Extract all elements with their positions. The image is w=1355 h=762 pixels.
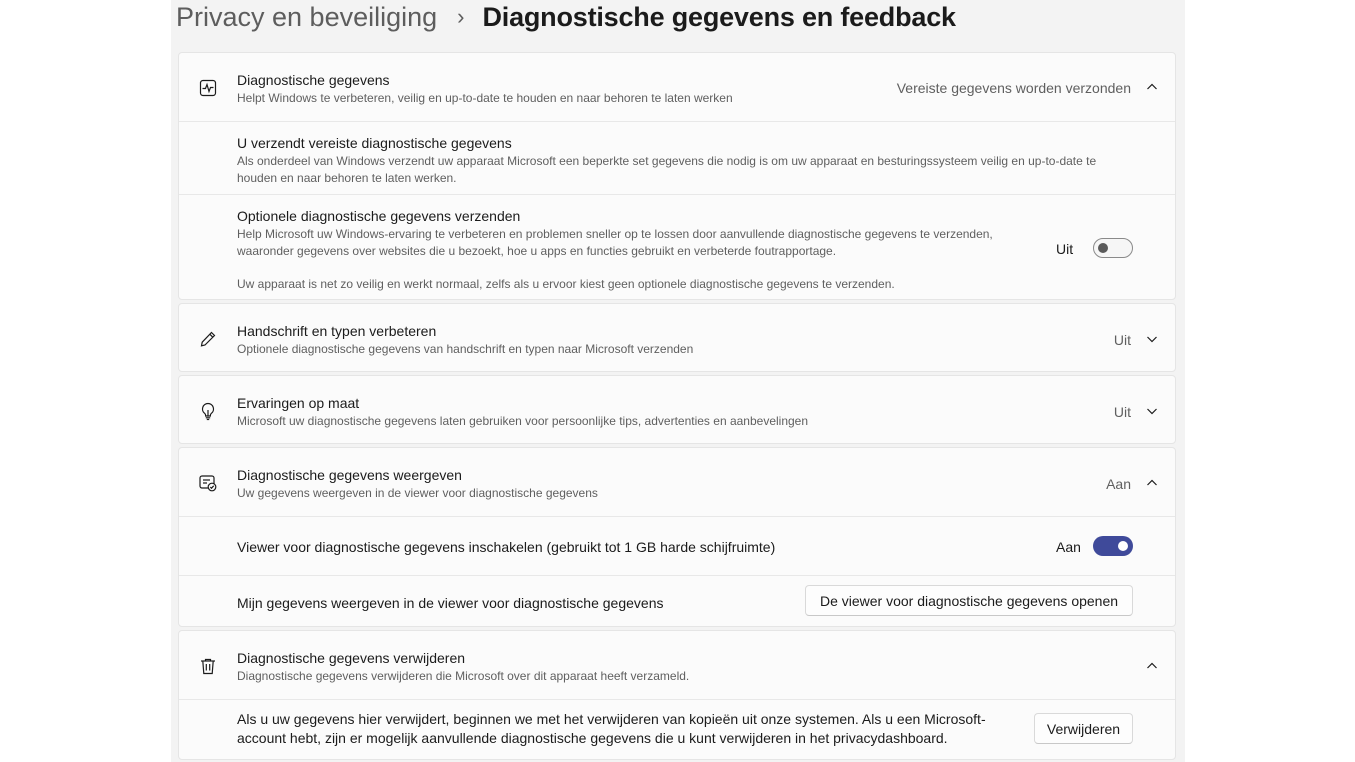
chevron-up-icon[interactable] [1145,476,1159,490]
handwriting-title: Handschrift en typen verbeteren [237,323,437,339]
handwriting-description: Optionele diagnostische gegevens van handschrift en typen naar Microsoft verzenden [237,342,694,356]
pen-icon [197,328,219,350]
enable-viewer-label: Viewer voor diagnostische gegevens inschakelen (gebruikt tot 1 GB harde schijfruimte) [237,539,776,555]
open-viewer-row [179,575,1175,627]
delete-data-description: Diagnostische gegevens verwijderen die Microsoft over dit apparaat heeft verzameld. [237,669,690,683]
optional-data-toggle-label: Uit [1056,241,1074,257]
view-data-title: Diagnostische gegevens weergeven [237,467,462,483]
toggle-knob [1098,243,1108,253]
page-title: Diagnostische gegevens en feedback [482,1,956,32]
breadcrumb-separator-icon: › [457,4,465,29]
tailored-status: Uit [1113,404,1131,420]
optional-data-row [179,194,1175,300]
diagnostic-data-status: Vereiste gegevens worden verzonden [896,80,1131,96]
chevron-down-icon[interactable] [1145,404,1159,418]
optional-data-description: Help Microsoft uw Windows-ervaring te verbeteren en problemen sneller op te lossen door aanvullende diagnostische gegevens te verzenden, waaronder gegevens over websites die u bezoekt, hoe u apps en functies gebruikt en verbeterde foutrapportage. [237,227,993,258]
diagnostic-data-header[interactable] [179,53,1175,121]
required-data-title: U verzendt vereiste diagnostische gegevens [237,135,512,151]
diagnostic-data-card [178,52,1176,300]
optional-data-note: Uw apparaat is net zo veilig en werkt normaal, zelfs als u ervoor kiest geen optionele diagnostische gegevens te verzenden. [237,277,895,291]
diagnostic-data-title: Diagnostische gegevens [237,72,390,88]
delete-data-header[interactable] [179,631,1175,699]
view-data-header[interactable] [179,448,1175,516]
chevron-up-icon[interactable] [1145,659,1159,673]
required-data-row [179,121,1175,194]
enable-viewer-row [179,516,1175,575]
chevron-up-icon[interactable] [1145,80,1159,94]
settings-pane [171,0,1185,762]
data-viewer-icon [197,472,219,494]
view-data-status: Aan [1106,476,1131,492]
activity-pulse-icon [197,77,219,99]
delete-data-body: Als u uw gegevens hier verwijdert, beginnen we met het verwijderen van kopieën uit onze systemen. Als u een Microsoft-account hebt, zijn er mogelijk aanvullende diagnostische gegevens die u kunt verwijderen in het privacydashboard. [237,711,986,746]
optional-data-toggle[interactable] [1093,238,1133,258]
breadcrumb-parent-link[interactable]: Privacy en beveiliging [176,1,438,32]
delete-data-card [178,630,1176,760]
optional-data-title: Optionele diagnostische gegevens verzenden [237,208,521,224]
delete-button[interactable]: Verwijderen [1034,713,1133,744]
tailored-description: Microsoft uw diagnostische gegevens laten gebruiken voor persoonlijke tips, advertenties en aanbevelingen [237,414,809,428]
handwriting-card[interactable] [178,303,1176,372]
toggle-knob [1118,541,1128,551]
open-viewer-label: Mijn gegevens weergeven in de viewer voor diagnostische gegevens [237,595,664,611]
delete-data-title: Diagnostische gegevens verwijderen [237,650,466,666]
view-data-card [178,447,1176,627]
tailored-experiences-card[interactable] [178,375,1176,444]
trash-icon [197,655,219,677]
lightbulb-icon [197,400,219,422]
handwriting-status: Uit [1113,332,1131,348]
tailored-title: Ervaringen op maat [237,395,360,411]
required-data-description: Als onderdeel van Windows verzendt uw apparaat Microsoft een beperkte set gegevens die nodig is om uw apparaat en besturingssysteem veilig en up-to-date te houden en naar behoren te laten werken. [237,154,1097,185]
open-viewer-button[interactable]: De viewer voor diagnostische gegevens openen [805,585,1133,616]
enable-viewer-toggle-label: Aan [1056,539,1081,555]
view-data-description: Uw gegevens weergeven in de viewer voor diagnostische gegevens [237,486,598,500]
enable-viewer-toggle[interactable] [1093,536,1133,556]
diagnostic-data-description: Helpt Windows te verbeteren, veilig en up-to-date te houden en naar behoren te laten werken [237,91,733,105]
chevron-down-icon[interactable] [1145,332,1159,346]
breadcrumb [176,0,956,34]
delete-data-body-row [179,699,1175,759]
